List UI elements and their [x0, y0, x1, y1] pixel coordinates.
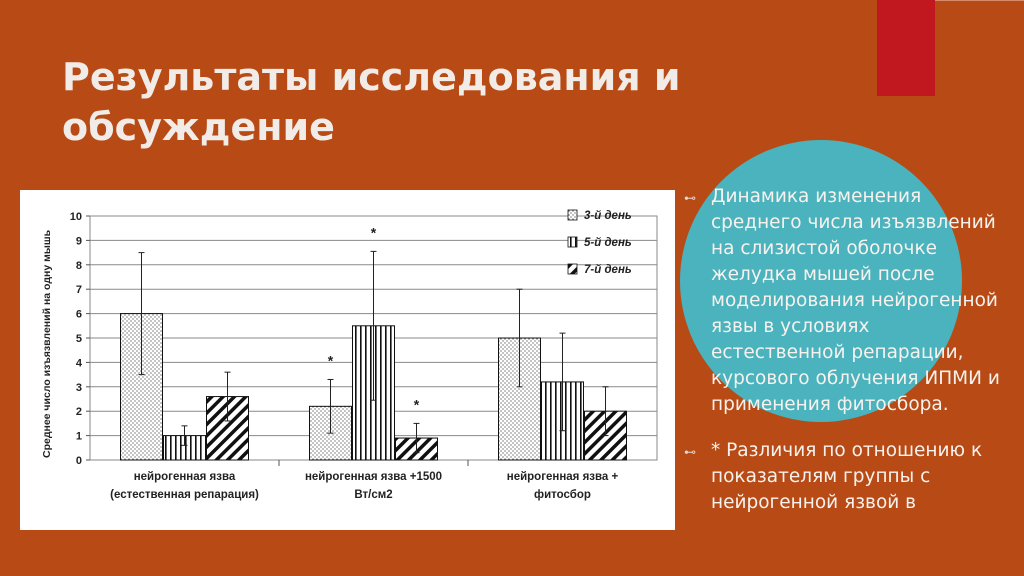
x-category-label: нейрогенная язва +1500 [304, 471, 443, 483]
y-tick-label: 8 [75, 259, 82, 272]
y-tick-label: 10 [69, 211, 82, 223]
bullet-item [684, 438, 1004, 516]
bullet-text: Динамика изменения среднего числа изъязвлений на слизистой оболочке желудка мышей после моделирования нейрогенной язвы в условиях естественной репарации, курсового облучения ИПМИ и применения фитосбора. [711, 186, 1000, 415]
y-tick-label: 2 [75, 406, 82, 419]
y-tick-label: 7 [75, 284, 82, 297]
legend-swatch [568, 237, 577, 247]
bullet-list [684, 184, 1004, 516]
legend-label: 5-й день [584, 237, 632, 249]
legend-swatch [568, 264, 577, 274]
bullet-marker-icon: ⊷ [684, 445, 696, 459]
bar-chart [20, 190, 675, 530]
y-tick-label: 0 [75, 455, 82, 467]
x-category-label: (естественная репарация) [110, 489, 259, 501]
y-tick-label: 9 [75, 235, 82, 248]
legend-label: 3-й день [584, 210, 632, 222]
significance-marker: * [327, 352, 334, 369]
x-category-label: нейрогенная язва [133, 471, 236, 483]
legend-label: 7-й день [584, 264, 632, 276]
bullet-item [684, 184, 1004, 418]
x-category-label: фитосбор [534, 489, 591, 501]
y-tick-label: 1 [75, 430, 82, 443]
x-category-label: Вт/см2 [354, 489, 393, 501]
y-tick-label: 5 [75, 333, 82, 345]
chart-panel [20, 190, 675, 530]
y-tick-label: 3 [75, 381, 82, 394]
bullet-marker-icon: ⊷ [684, 191, 696, 205]
y-axis-label: Среднее число изъязвлений на одну мышь [41, 229, 53, 459]
top-divider-line [935, 0, 1024, 1]
y-tick-label: 4 [75, 357, 82, 370]
x-category-label: нейрогенная язва + [506, 471, 619, 483]
significance-marker: * [370, 224, 377, 241]
slide-title: Результаты исследования и обсуждение [62, 55, 681, 149]
accent-red-rectangle [877, 0, 935, 96]
bullet-text: * Различия по отношению к показателям группы с нейрогенной язвой в [711, 440, 983, 513]
y-tick-label: 6 [75, 308, 82, 321]
legend-swatch [568, 210, 577, 220]
significance-marker: * [413, 396, 420, 413]
